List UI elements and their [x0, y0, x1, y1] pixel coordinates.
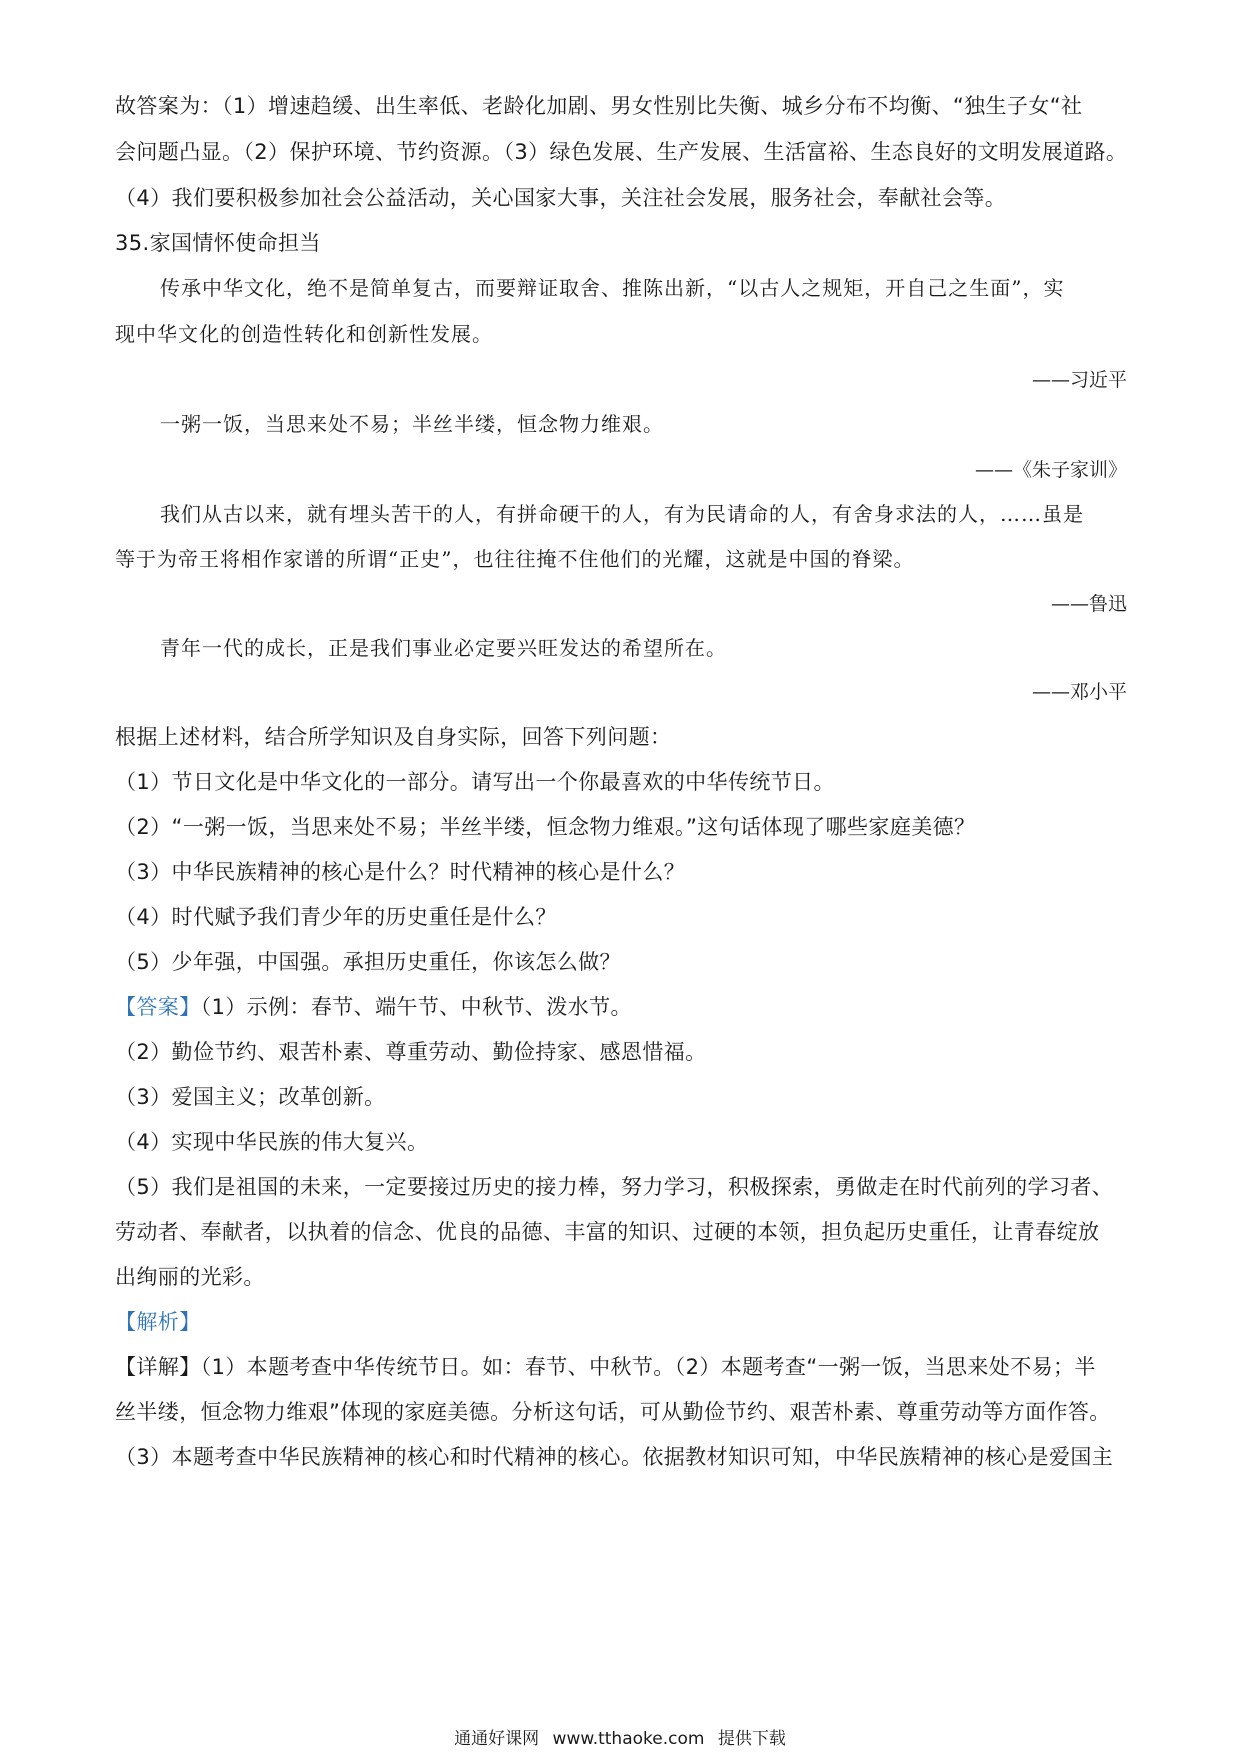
- page-footer: [0, 1728, 1240, 1750]
- footer-site-name: 通通好课网: [454, 1729, 540, 1749]
- answer-5-line-3: 出绚丽的光彩。: [115, 1265, 265, 1289]
- quote-2-line-1: 一粥一饭，当思来处不易；半丝半缕，恒念物力维艰。: [160, 412, 664, 436]
- answer-4: （4）实现中华民族的伟大复兴。: [115, 1130, 429, 1154]
- answer-label: 【答案】: [115, 995, 201, 1019]
- detail-line-2: 丝半缕，恒念物力维艰”体现的家庭美德。分析这句话，可从勤俭节约、艰苦朴素、尊重劳动等方面作答。: [115, 1400, 1111, 1424]
- answer-text-line-3: （4）我们要积极参加社会公益活动，关心国家大事，关注社会发展，服务社会，奉献社会等。: [115, 186, 1007, 210]
- detail-line-3: （3）本题考查中华民族精神的核心和时代精神的核心。依据教材知识可知，中华民族精神的核心是爱国主: [115, 1445, 1114, 1469]
- question-5: （5）少年强，中国强。承担历史重任，你该怎么做？: [115, 950, 621, 974]
- question-2: （2）“一粥一饭，当思来处不易；半丝半缕，恒念物力维艰。”这句话体现了哪些家庭美德？: [115, 815, 976, 839]
- answer-text-line-1: 故答案为：（1）增速趋缓、出生率低、老龄化加剧、男女性别比失衡、城乡分布不均衡、“独生子女“社: [115, 94, 1083, 118]
- answer-3: （3）爱国主义；改革创新。: [115, 1085, 386, 1109]
- question-4: （4）时代赋予我们青少年的历史重任是什么？: [115, 905, 557, 929]
- answer-1: （1）示例：春节、端午节、中秋节、泼水节。: [200, 995, 632, 1019]
- detail-line-1: [115, 1353, 1130, 1381]
- answer-5-line-2: 劳动者、奉献者，以执着的信念、优良的品德、丰富的知识、过硬的本领，担负起历史重任，让青春绽放: [115, 1220, 1100, 1244]
- quote-1-attribution: ——习近平: [1031, 369, 1127, 391]
- quote-1-line-2: 现中华文化的创造性转化和创新性发展。: [115, 322, 493, 346]
- question-3: （3）中华民族精神的核心是什么？时代精神的核心是什么？: [115, 860, 686, 884]
- answer-1-row: [115, 993, 1130, 1021]
- quote-3-line-2: 等于为帝王将相作家谱的所谓“正史”，也往往掩不住他们的光耀，这就是中国的脊梁。: [115, 547, 915, 571]
- detail-text-1: （1）本题考查中华传统节日。如：春节、中秋节。（2）本题考查“一粥一饭，当思来处不易；半: [200, 1355, 1096, 1379]
- footer-suffix: 提供下载: [717, 1729, 786, 1749]
- answer-text-line-2: 会问题凸显。（2）保护环境、节约资源。（3）绿色发展、生产发展、生活富裕、生态良好的文明发展道路。: [115, 140, 1128, 164]
- quote-4-line-1: 青年一代的成长，正是我们事业必定要兴旺发达的希望所在。: [160, 636, 727, 660]
- footer-url[interactable]: www.tthaoke.com: [552, 1729, 705, 1749]
- quote-1-line-1: 传承中华文化，绝不是简单复古，而要辩证取舍、推陈出新，“以古人之规矩，开自己之生面”，实: [160, 276, 1065, 300]
- question-title: 35.家国情怀使命担当: [115, 231, 321, 255]
- quote-3-line-1: 我们从古以来，就有埋头苦干的人，有拼命硬干的人，有为民请命的人，有舍身求法的人，……虽是: [160, 502, 1084, 526]
- answer-2: （2）勤俭节约、艰苦朴素、尊重劳动、勤俭持家、感恩惜福。: [115, 1040, 707, 1064]
- detail-label: 【详解】: [115, 1355, 201, 1379]
- quote-3-attribution: ——鲁迅: [1050, 593, 1127, 615]
- answer-5-line-1: （5）我们是祖国的未来，一定要接过历史的接力棒，努力学习，积极探索，勇做走在时代前列的学习者、: [115, 1175, 1114, 1199]
- quote-2-attribution: ——《朱子家训》: [974, 459, 1127, 481]
- quote-4-attribution: ——邓小平: [1031, 681, 1127, 703]
- question-prompt: 根据上述材料，结合所学知识及自身实际，回答下列问题：: [115, 725, 672, 749]
- question-1: （1）节日文化是中华文化的一部分。请写出一个你最喜欢的中华传统节日。: [115, 770, 835, 794]
- analysis-label: 【解析】: [115, 1310, 201, 1334]
